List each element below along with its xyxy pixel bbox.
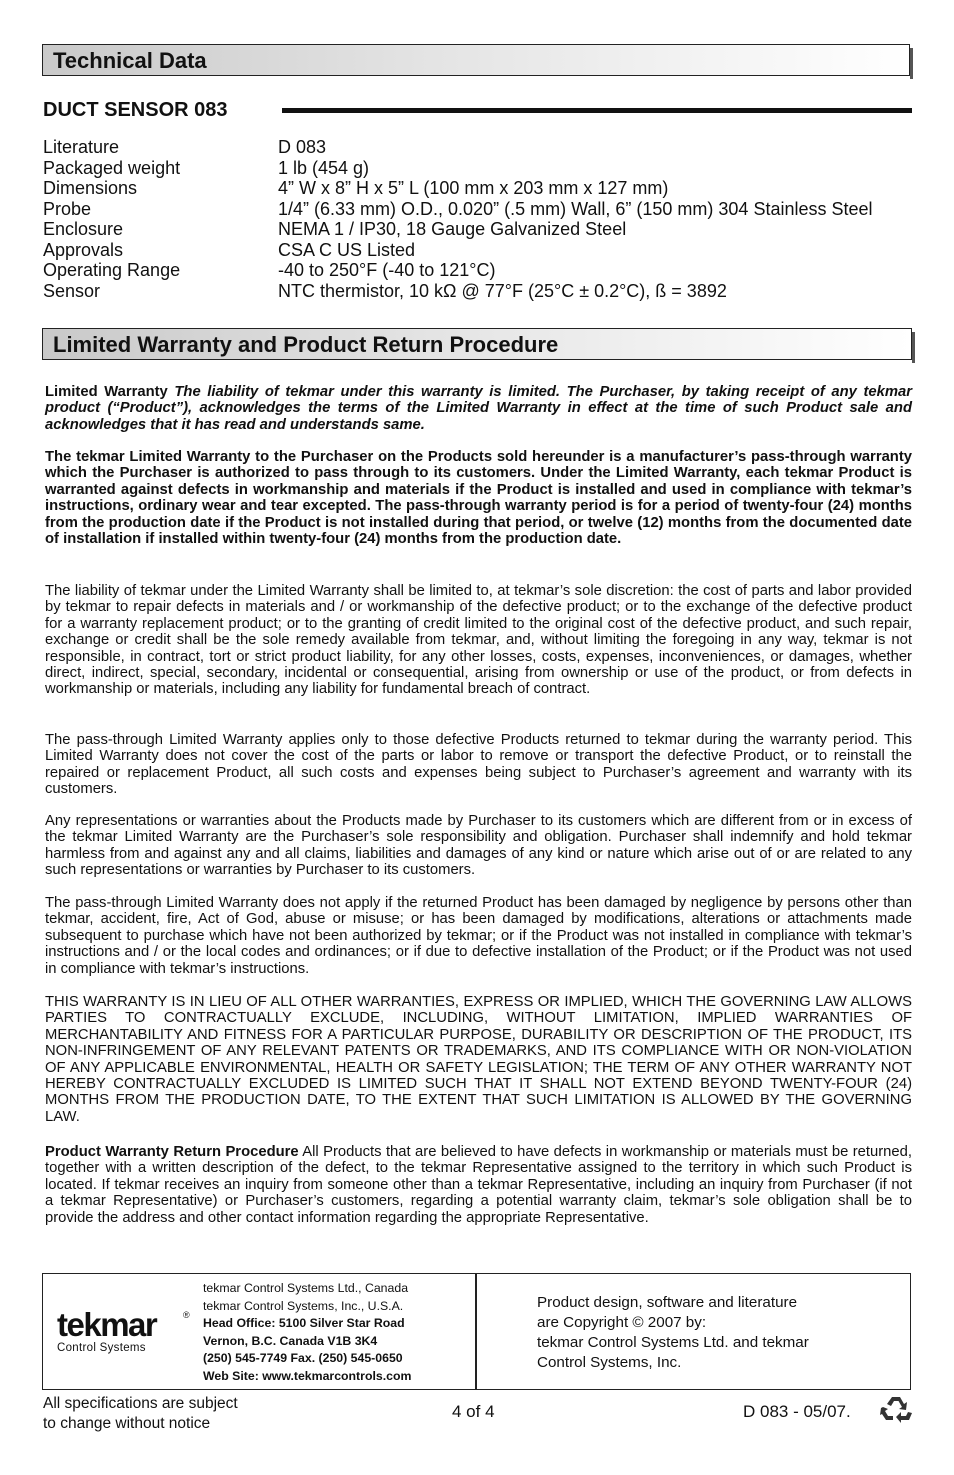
contact-line: tekmar Control Systems, Inc., U.S.A. (203, 1298, 404, 1313)
spec-label: Packaged weight (43, 157, 181, 178)
spec-row (43, 240, 923, 261)
spec-label: Dimensions (43, 178, 138, 198)
contact-line: tekmar Control Systems Ltd., Canada (203, 1281, 409, 1295)
spec-value: -40 to 250°F (-40 to 121°C) (278, 260, 496, 280)
spec-label: Sensor (43, 280, 101, 301)
contact-line: Web Site: www.tekmarcontrols.com (203, 1368, 412, 1383)
spec-row (43, 219, 923, 240)
warranty-disclaimer-paragraph: THIS WARRANTY IS IN LIEU OF ALL OTHER WARRANTIES, EXPRESS OR IMPLIED, WHICH THE GOVERNING LAW ALLOWS PARTIES TO CONTRACTUALLY EXCLUDE, INCLUDING, WITHOUT LIMITATION, IMPLIED WARRANTIES OF MERCHANTABILITY AND FITNESS FOR A PARTICULAR PURPOSE, DURABILITY OR DESCRIPTION OF THE PRODUCT, ITS NON-INFRINGEMENT OF ANY RELEVANT PATENTS OR TRADEMARKS, AND ITS COMPLIANCE WITH OR NON-VIOLATION OF ANY APPLICABLE ENVIRONMENTAL, HEALTH OR SAFETY LEGISLATION; THE TERM OF ANY OTHER WARRANTY NOT HEREBY CONTRACTUALLY EXCLUDED IS LIMITED SUCH THAT IT SHALL NOT EXTEND BEYOND TWENTY-FOUR (24) MONTHS FROM THE PRODUCTION DATE, TO THE EXTENT THAT SUCH LIMITATION IS ALLOWED BY THE GOVERNING LAW. (45, 994, 912, 1125)
spec-value: CSA C US Listed (278, 239, 416, 260)
warranty-paragraph: Any representations or warranties about the Products made by Purchaser to its customers which are different from or in excess of the tekmar Limited Warranty are the Purchaser’s sole responsibility and obligation. Purchaser shall indemnify and hold tekmar harmless from and against any and all claims, liabilities and damages of any kind or nature which arise out of or are related to any such representations or warranties by Purchaser to its customers. (45, 813, 912, 879)
disclaimer-line: to change without notice (43, 1415, 211, 1432)
copyright-line: Control Systems, Inc. (537, 1354, 682, 1371)
section-header-warranty (42, 328, 912, 360)
section-header-technical-data (42, 44, 910, 76)
tekmar-logo (57, 1306, 190, 1354)
spec-value: 1/4” (6.33 mm) O.D., 0.020” (.5 mm) Wall, 6” (150 mm) 304 Stainless Steel (278, 198, 873, 219)
footer-box (42, 1273, 911, 1390)
warranty-intro-text: The liability of tekmar under this warranty is limited. The Purchaser, by taking receipt of any tekmar product (“Product”), acknowledges the terms of the Limited Warranty in effect at the time of such Product sale and acknowledges that it has read and understands same. (45, 384, 912, 433)
footer-divider (475, 1274, 477, 1389)
logo-subtitle: Control Systems (57, 1342, 146, 1354)
spec-value: NTC thermistor, 10 kΩ @ 77°F (25°C ± 0.2°C), ß = 3892 (278, 280, 727, 301)
spec-table (43, 137, 923, 301)
spec-value: 1 lb (454 g) (278, 157, 370, 178)
spec-label: Literature (43, 137, 120, 157)
contact-info (203, 1280, 411, 1385)
spec-row (43, 199, 923, 220)
spec-row (43, 137, 923, 158)
copyright-line: are Copyright © 2007 by: (537, 1314, 707, 1331)
product-title: DUCT SENSOR 083 (43, 99, 228, 121)
spec-value: D 083 (278, 137, 327, 157)
return-procedure-lead: Product Warranty Return Procedure (45, 1144, 299, 1160)
warranty-lead: Limited Warranty (45, 384, 168, 400)
contact-line: (250) 545-7749 Fax. (250) 545-0650 (203, 1351, 403, 1365)
spec-value: 4” W x 8” H x 5” L (100 mm x 203 mm x 127 mm) (278, 178, 669, 198)
copyright-line: Product design, software and literature (537, 1294, 798, 1311)
warranty-paragraph: The tekmar Limited Warranty to the Purchaser on the Products sold hereunder is a manufacturer’s pass-through warranty which the Purchaser is authorized to pass through to its customers. Under the Limited Warranty, each tekmar Product is warranted against defects in workmanship and materials if the Product is installed and used in compliance with tekmar’s instructions, ordinary wear and tear excepted. The pass-through warranty period is for a period of twenty-four (24) months from the production date if the Product is not installed during that period, or twelve (12) months from the documented date of installation if installed within twenty-four (24) months from the production date. (45, 449, 912, 548)
warranty-paragraph: The pass-through Limited Warranty does not apply if the returned Product has been damaged by negligence by persons other than tekmar, accident, fire, Act of God, abuse or misuse; or has been damaged by modifications, alterations or attachments made subsequent to purchase which have not been authorized by tekmar; or if the Product was not installed in compliance with tekmar’s instructions and / or the local codes and ordinances; or if due to defective installation of the Product; or if the Product was not used in compliance with tekmar’s instructions. (45, 895, 912, 977)
spec-row (43, 158, 923, 179)
disclaimer-line: All specifications are subject (43, 1395, 238, 1412)
spec-label: Enclosure (43, 219, 124, 239)
spec-label: Operating Range (43, 260, 181, 280)
return-procedure-text: All Products that are believed to have defects in workmanship or materials must be returned, together with a written description of the defect, to the tekmar Representative assigned to the territory in which such Product is located. If tekmar receives an inquiry from someone other than a tekmar Representative, including an inquiry from Purchaser (if not a tekmar Representative) or Purchaser’s customers, regarding a potential warranty claim, tekmar’s sole obligation shall be to provide the address and other contact information regarding the appropriate Representative. (45, 1144, 912, 1226)
recycle-icon (879, 1395, 913, 1427)
warranty-intro-paragraph (45, 384, 912, 433)
page-number: 4 of 4 (452, 1402, 495, 1421)
specs-disclaimer (43, 1394, 238, 1434)
copyright-notice (537, 1293, 877, 1373)
warranty-paragraph: The pass-through Limited Warranty applies only to those defective Products returned to tekmar during the warranty period. This Limited Warranty does not cover the cost of the parts or labor to remove or transport the defective Product, or to reinstall the repaired or replacement Product, all such costs and expenses being subject to Purchaser’s agreement and warranty with its customers. (45, 732, 912, 798)
document-code: D 083 - 05/07. (743, 1402, 851, 1421)
warranty-paragraph: The liability of tekmar under the Limited Warranty shall be limited to, at tekmar’s sole discretion: the cost of parts and labor provided by tekmar to repair defects in materials and / or workmanship of the defective product; or to the exchange of the defective product for a warranty replacement product; or to the granting of credit limited to the original cost of the defective product, and such repair, exchange or credit shall be the sole remedy available from tekmar, and, without limiting the foregoing in any way, tekmar is not responsible, in contract, tort or strict product liability, for any other losses, costs, expenses, inconveniences, or damages, whether direct, indirect, special, secondary, incidental or consequential, arising from ownership or use of the product, or from defects in workmanship or materials, including any liability for fundamental breach of contract. (45, 583, 912, 698)
logo-wordmark: tekmar (57, 1306, 157, 1343)
spec-value: NEMA 1 / IP30, 18 Gauge Galvanized Steel (278, 219, 627, 239)
contact-line: Vernon, B.C. Canada V1B 3K4 (203, 1333, 378, 1348)
contact-line: Head Office: 5100 Silver Star Road (203, 1316, 405, 1330)
spec-label: Probe (43, 198, 92, 219)
spec-row (43, 281, 923, 302)
registered-mark: ® (183, 1310, 190, 1320)
spec-row (43, 260, 923, 281)
spec-label: Approvals (43, 239, 124, 260)
section-title: Limited Warranty and Product Return Procedure (53, 332, 559, 357)
title-rule (282, 108, 912, 113)
copyright-line: tekmar Control Systems Ltd. and tekmar (537, 1334, 809, 1351)
section-title: Technical Data (53, 48, 207, 73)
spec-row (43, 178, 923, 199)
return-procedure-paragraph (45, 1144, 912, 1226)
